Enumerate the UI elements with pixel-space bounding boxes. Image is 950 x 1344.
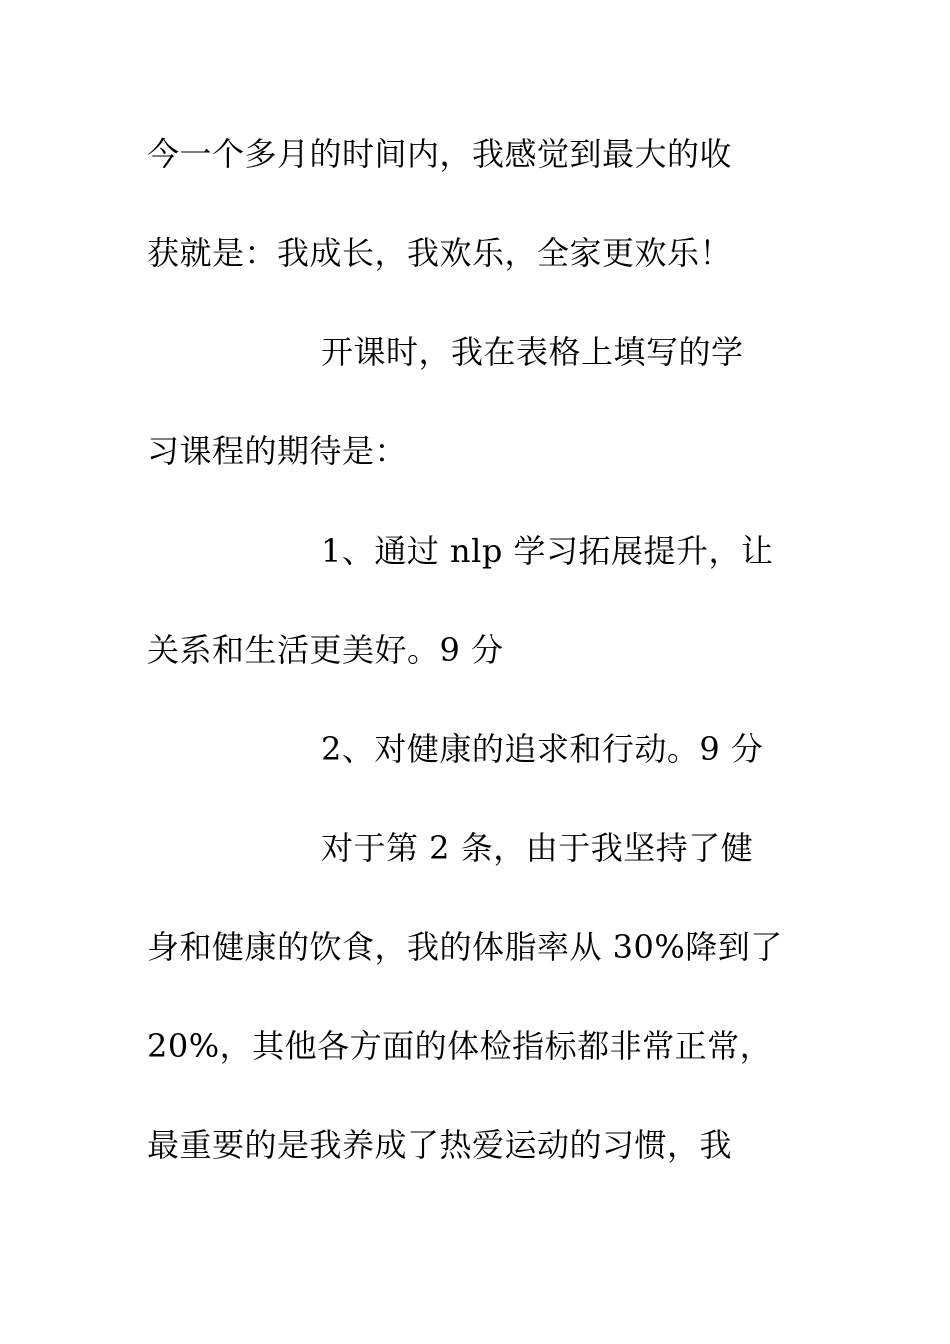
text-line-6: 关系和生活更美好。9 分 [147,631,504,669]
text-line-7: 2、对健康的追求和行动。9 分 [321,730,764,768]
text-line-4: 习课程的期待是： [147,432,408,470]
text-line-3: 开课时，我在表格上填写的学 [321,333,744,371]
text-line-11: 最重要的是我养成了热爱运动的习惯，我 [147,1126,733,1164]
text-line-9: 身和健康的饮食，我的体脂率从 30%降到了 [147,928,783,966]
text-line-2: 获就是：我成长，我欢乐，全家更欢乐！ [147,234,733,272]
text-line-5: 1、通过 nlp 学习拓展提升，让 [321,532,774,570]
text-line-10: 20%，其他各方面的体检指标都非常正常， [147,1027,773,1065]
text-line-8: 对于第 2 条，由于我坚持了健 [321,829,754,867]
text-line-1: 今一个多月的时间内，我感觉到最大的收 [147,135,733,173]
